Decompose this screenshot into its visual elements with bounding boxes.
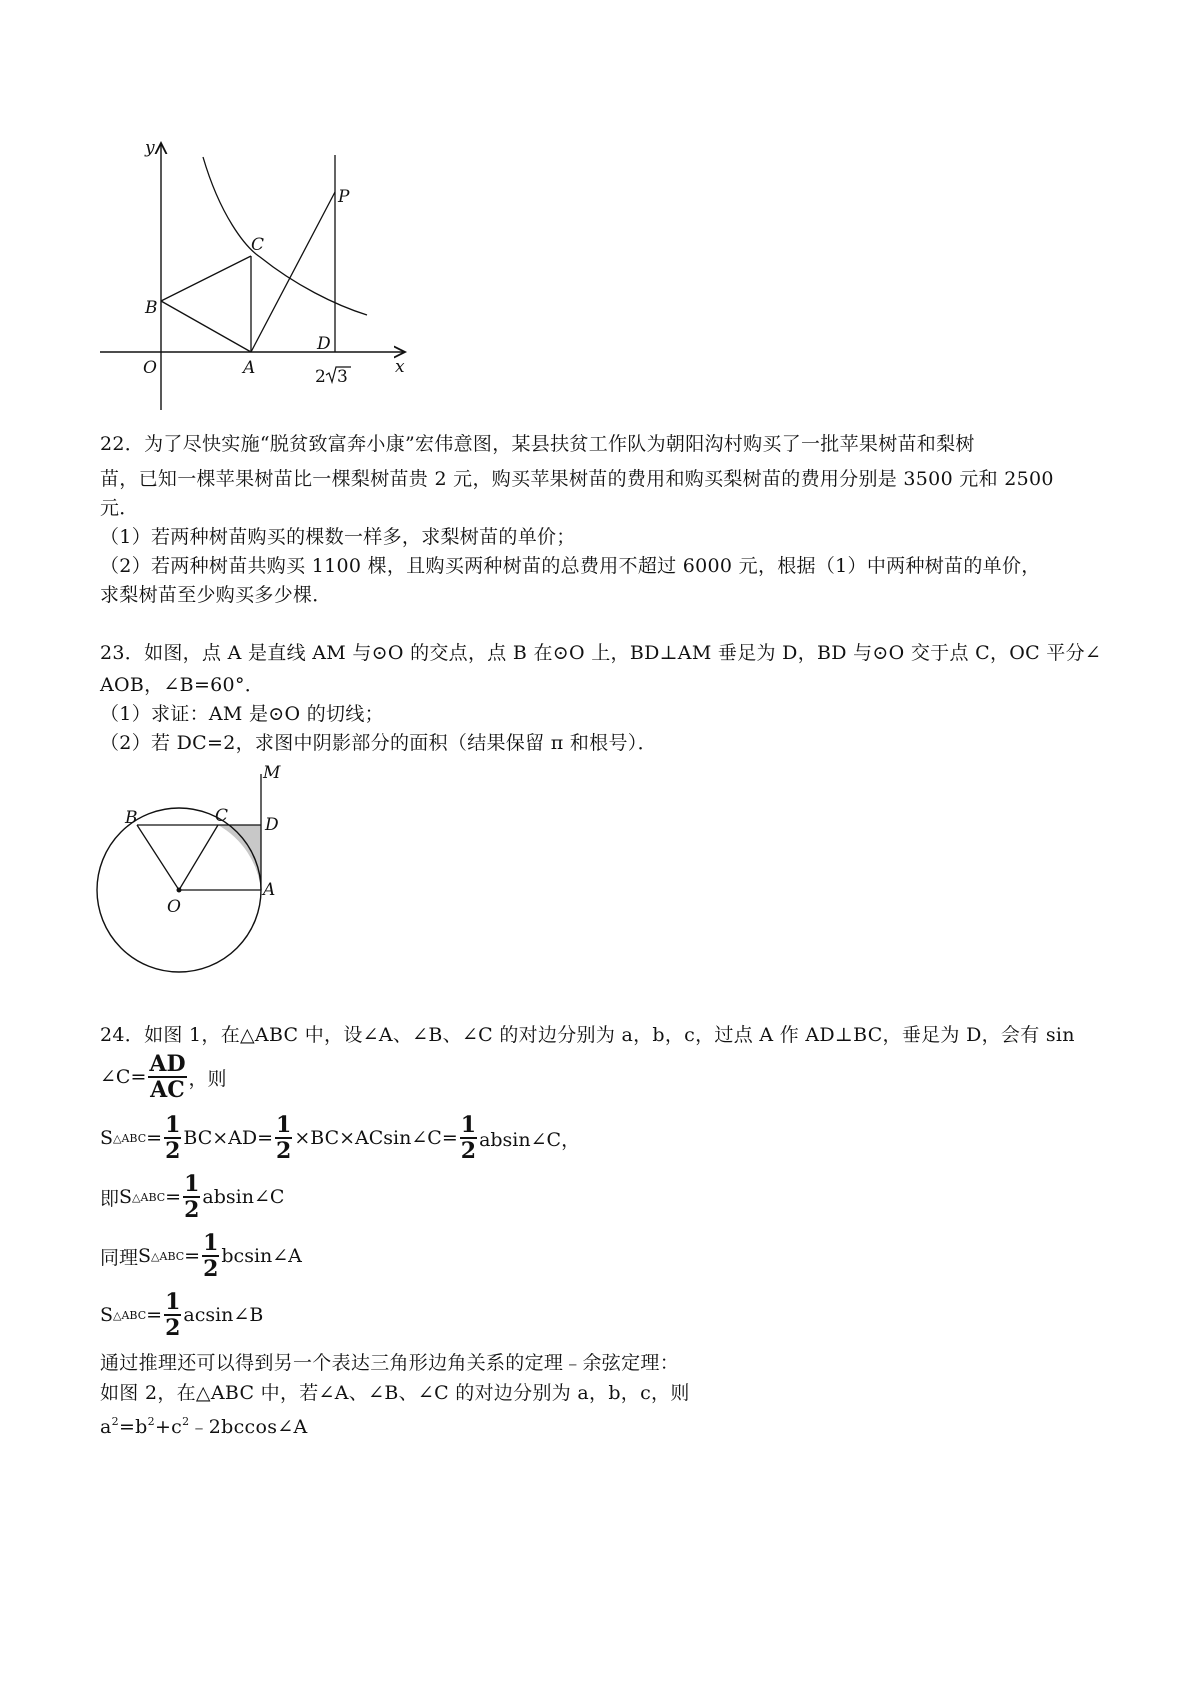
eq-sign: = [165, 1186, 182, 1208]
q22-part2b: 求梨树苗至少购买多少棵． [100, 584, 332, 606]
frac-num: 1 [165, 1289, 181, 1315]
tri-subscript: △ABC [113, 1131, 147, 1145]
S-symbol: S [138, 1245, 152, 1267]
q22-part1: （1）若两种树苗购买的棵数一样多，求梨树苗的单价； [100, 526, 576, 548]
figure-coordinate-diagram [95, 135, 425, 420]
q22-line2: 苗，已知一棵苹果树苗比一棵梨树苗贵 2 元，购买苹果树苗的费用和购买梨树苗的费用分别是 3500 元和 2500 [100, 468, 1054, 490]
q24-text2: 如图 2，在△ABC 中，若∠A、∠B、∠C 的对边分别为 a，b，c，则 [100, 1382, 690, 1404]
label-A: A [243, 358, 256, 378]
hyperbola-curve [203, 157, 367, 315]
S-symbol: S [119, 1186, 133, 1208]
sq-exp: 2 [147, 1415, 155, 1428]
figure-circle-diagram [95, 762, 295, 982]
frac-den: 2 [203, 1256, 219, 1282]
frac-den: 2 [165, 1315, 181, 1341]
S-symbol: S [100, 1304, 114, 1326]
frac-num: AD [149, 1051, 186, 1077]
tri-subscript: △ABC [113, 1308, 147, 1322]
expr-1c: absin∠C， [479, 1128, 581, 1151]
law-plus-c: +c [154, 1416, 183, 1438]
label-C: C [251, 235, 265, 255]
frac-den: AC [150, 1077, 185, 1103]
law-a: a [100, 1416, 112, 1438]
q24-area-row2 [100, 1172, 284, 1222]
ji-prefix: 即 [100, 1187, 120, 1210]
line-BC [161, 256, 251, 301]
label-C: C [215, 806, 229, 826]
q23-line1: 23．如图，点 A 是直线 AM 与⊙O 的交点，点 B 在⊙O 上，BD⊥AM 垂足为 D，BD 与⊙O 交于点 C，OC 平分∠ [100, 642, 1102, 664]
eq-sign: = [184, 1245, 201, 1267]
label-O: O [143, 358, 157, 378]
fraction-half [202, 1231, 219, 1281]
q24-area-row4 [100, 1290, 263, 1340]
q23-part1: （1）求证：AM 是⊙O 的切线； [100, 703, 384, 725]
q24-cosine-law [100, 1409, 308, 1440]
line-BA [161, 301, 251, 352]
label-A: A [263, 880, 276, 900]
label-O: O [167, 897, 181, 917]
q23-line2: AOB，∠B=60°． [100, 674, 265, 696]
label-M: M [263, 763, 281, 783]
expr-3: bcsin∠A [221, 1245, 302, 1267]
eq-sign: = [146, 1304, 163, 1326]
S-symbol: S [100, 1127, 114, 1149]
fraction-half [164, 1113, 181, 1163]
label-three: 3 [337, 367, 348, 387]
expr-1b: ×BC×ACsin∠C= [294, 1127, 458, 1149]
q24-text1: 通过推理还可以得到另一个表达三角形边角关系的定理﹣余弦定理： [100, 1352, 680, 1374]
q22-part2a: （2）若两种树苗共购买 1100 棵，且购买两种树苗的总费用不超过 6000 元，根据（1）中两种树苗的单价， [100, 555, 1041, 577]
sq-exp: 2 [182, 1415, 190, 1428]
expr-1a: BC×AD= [183, 1127, 274, 1149]
q24-sinC-row [100, 1052, 227, 1102]
q24-area-row3 [100, 1231, 302, 1281]
fraction-half [164, 1290, 181, 1340]
q24-line1: 24．如图 1，在△ABC 中，设∠A、∠B、∠C 的对边分别为 a，b，c，过点 A 作 AD⊥BC，垂足为 D，会有 sin [100, 1024, 1075, 1046]
eq-sign: = [146, 1127, 163, 1149]
center-dot [177, 888, 182, 893]
label-D: D [317, 334, 331, 354]
sinC-prefix: ∠C= [100, 1066, 147, 1088]
frac-num: 1 [276, 1112, 292, 1138]
label-B: B [145, 298, 158, 318]
line-AP [251, 192, 335, 352]
tongli-prefix: 同理 [100, 1246, 139, 1269]
label-x: x [395, 357, 405, 377]
q22-line3: 元． [100, 497, 139, 519]
frac-num: 1 [203, 1230, 219, 1256]
fraction-half [183, 1172, 200, 1222]
label-P: P [338, 187, 350, 207]
q23-part2: （2）若 DC=2，求图中阴影部分的面积（结果保留 π 和根号）． [100, 732, 657, 754]
law-eq-b: =b [118, 1416, 148, 1438]
fraction-half [275, 1113, 292, 1163]
fraction-half [460, 1113, 477, 1163]
label-D: D [265, 815, 279, 835]
sinC-suffix: ，则 [188, 1067, 227, 1090]
q24-area-row1 [100, 1113, 580, 1163]
frac-den: 2 [165, 1138, 181, 1164]
expr-4: acsin∠B [183, 1304, 264, 1326]
sq-exp: 2 [111, 1415, 119, 1428]
expr-2: absin∠C [202, 1186, 285, 1208]
fraction-AD-AC [148, 1052, 186, 1102]
frac-num: 1 [460, 1112, 477, 1138]
frac-num: 1 [184, 1171, 200, 1197]
line-OB [137, 825, 179, 890]
q22-line1: 22．为了尽快实施“脱贫致富奔小康”宏伟意图，某县扶贫工作队为朝阳沟村购买了一批苹果树苗和梨树 [100, 433, 975, 455]
frac-den: 2 [276, 1138, 292, 1164]
line-OC [179, 825, 218, 890]
label-two: 2 [315, 367, 326, 387]
tri-subscript: △ABC [132, 1190, 166, 1204]
frac-den: 2 [460, 1138, 477, 1164]
label-B: B [125, 808, 138, 828]
tri-subscript: △ABC [151, 1249, 185, 1263]
frac-num: 1 [165, 1112, 181, 1138]
label-y: y [145, 138, 155, 158]
frac-den: 2 [184, 1197, 200, 1223]
law-rest: ﹣2bccos∠A [189, 1416, 308, 1438]
